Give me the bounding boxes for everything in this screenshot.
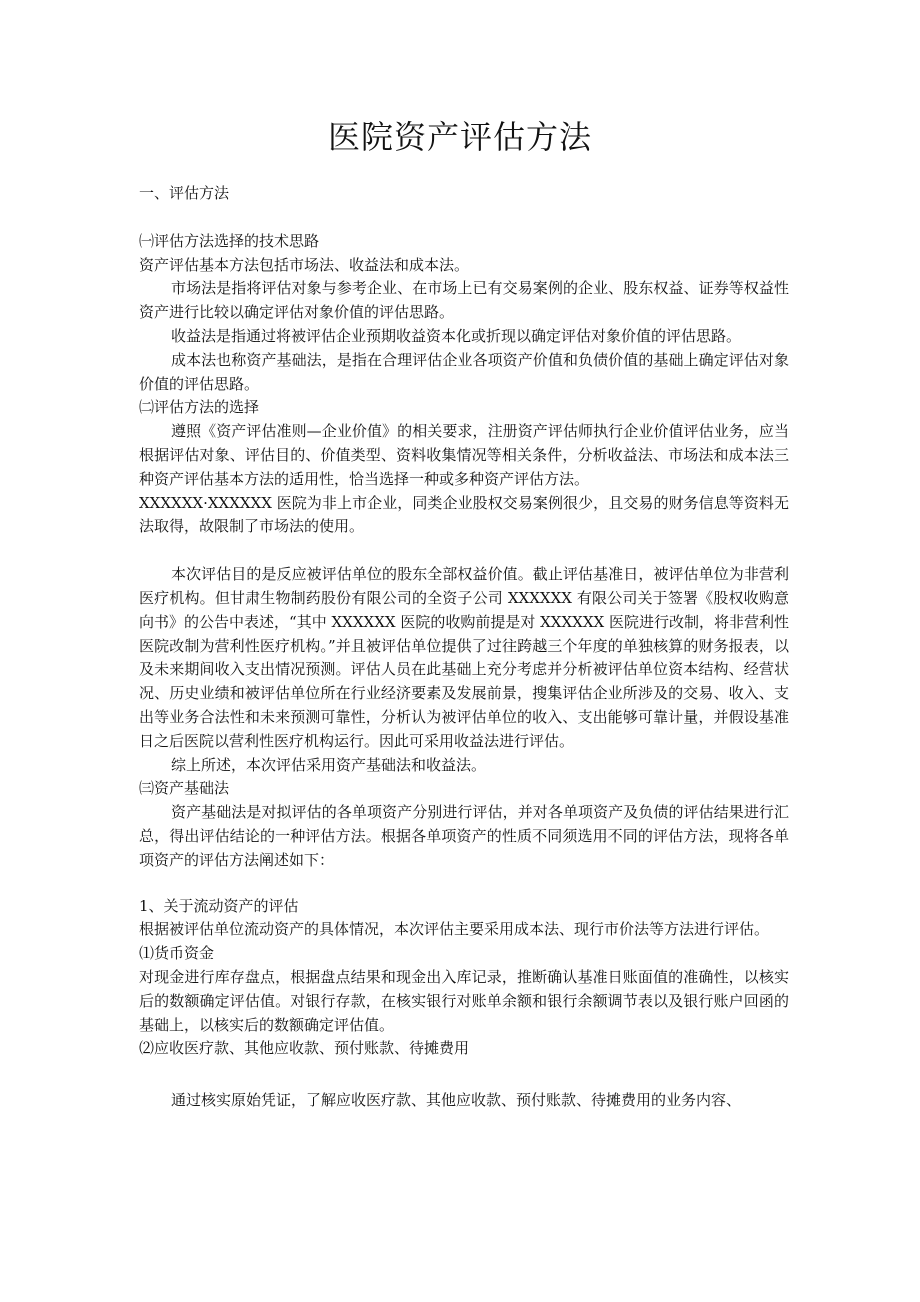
subsection-heading: ㈡评估方法的选择 <box>139 398 260 417</box>
paragraph: 资产基础法是对拟评估的各单项资产分别进行评估，并对各单项资产及负债的评估结果进行汇总，得出评估结论的一种评估方法。根据各单项资产的性质不同须选用不同的评估方法，现将各单项资产的评估方法阐述如下： <box>139 803 789 869</box>
paragraph: 资产评估基本方法包括市场法、收益法和成本法。 <box>139 255 470 274</box>
paragraph: 根据被评估单位流动资产的具体情况，本次评估主要采用成本法、现行市价法等方法进行评估。 <box>139 920 770 939</box>
paragraph: 对现金进行库存盘点，根据盘点结果和现金出入库记录，推断确认基准日账面值的准确性，以核实后的数额确定评估值。对银行存款，在核实银行对账单余额和银行余额调节表以及银行账户回函的基础上，以核实后的数额确定评估值。 <box>139 967 789 1034</box>
subsection-heading: 1、关于流动资产的评估 <box>139 896 299 915</box>
item-heading: ⑴货币资金 <box>139 944 215 963</box>
paragraph: 通过核实原始凭证，了解应收医疗款、其他应收款、预付账款、待摊费用的业务内容、 <box>171 1091 742 1110</box>
document-body <box>139 182 789 1113</box>
item-heading: ⑵应收医疗款、其他应收款、预付账款、待摊费用 <box>139 1039 470 1058</box>
paragraph: XXXXXX·XXXXXX 医院为非上市企业，同类企业股权交易案例很少，且交易的财务信息等资料无法取得，故限制了市场法的使用。 <box>139 493 789 536</box>
page-title: 医院资产评估方法 <box>327 118 592 156</box>
paragraph: 市场法是指将评估对象与参考企业、在市场上已有交易案例的企业、股东权益、证券等权益性资产进行比较以确定评估对象价值的评估思路。 <box>139 279 789 322</box>
subsection-heading: ㈠评估方法选择的技术思路 <box>139 231 320 250</box>
paragraph: 综上所述，本次评估采用资产基础法和收益法。 <box>171 755 487 774</box>
paragraph: 遵照《资产评估准则—企业价值》的相关要求，注册资产评估师执行企业价值评估业务，应当根据评估对象、评估目的、价值类型、资料收集情况等相关条件，分析收益法、市场法和成本法三种资产评估基本方法的适用性，恰当选择一种或多种资产评估方法。 <box>139 422 789 488</box>
paragraph: 本次评估目的是反应被评估单位的股东全部权益价值。截止评估基准日，被评估单位为非营利医疗机构。但甘肃生物制药股份有限公司的全资子公司 XXXXXX 有限公司关于签署《股权收购意向书》的公告中表述，“其中 XXXXXX 医院的收购前提是对 XXXXXX 医院进行改制，将非营利性医院改制为营利性医疗机构。”并且被评估单位提供了过往跨越三个年度的单独核算的财务报表，以及未来期间收入支出情况预测。评估人员在此基础上充分考虑并分析被评估单位资本结构、经营状况、历史业绩和被评估单位所在行业经济要素及发展前景，搜集评估企业所涉及的交易、收入、支出等业务合法性和未来预测可靠性，分析认为被评估单位的收入、支出能够可靠计量，并假设基准日之后医院以营利性医疗机构运行。因此可采用收益法进行评估。 <box>139 565 789 750</box>
subsection-heading: ㈢资产基础法 <box>139 779 230 798</box>
paragraph: 收益法是指通过将被评估企业预期收益资本化或折现以确定评估对象价值的评估思路。 <box>171 326 742 345</box>
section-heading: 一、评估方法 <box>139 184 230 202</box>
paragraph: 成本法也称资产基础法，是指在合理评估企业各项资产价值和负债价值的基础上确定评估对象价值的评估思路。 <box>139 350 789 393</box>
